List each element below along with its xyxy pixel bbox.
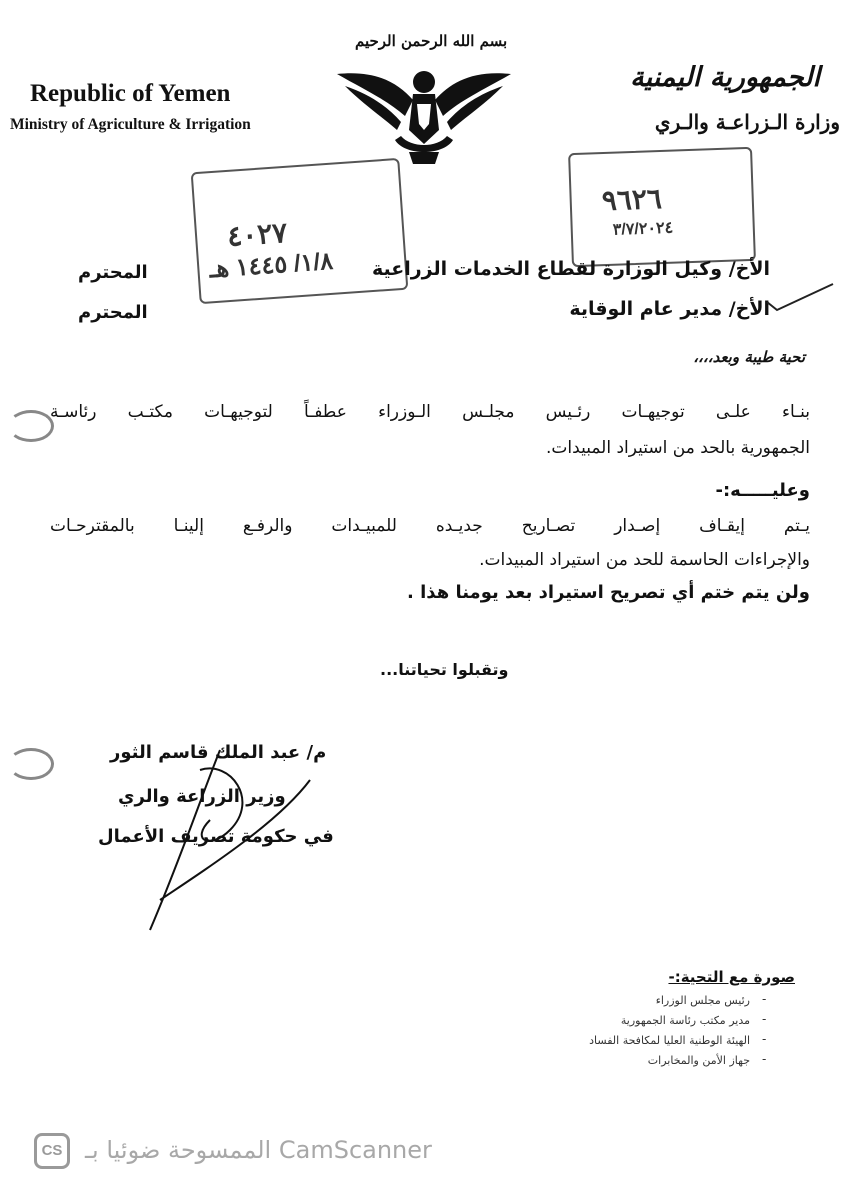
check-mark-icon	[765, 282, 835, 312]
directive-line-1: يـتم إيقـاف إصـدار تصـاريح جديـده للمبيـدات والرفـع إلينـا بالمقترحـات	[50, 516, 810, 536]
basmala: بسم الله الرحمن الرحيم	[355, 32, 508, 50]
stamp-date: ١/٨/ ١٤٤٥ هـ	[208, 247, 334, 284]
yemen-eagle-emblem-icon	[335, 60, 513, 170]
signatory-position: وزير الزراعة والري	[118, 786, 286, 807]
stamp-date: ٣/٧/٢٠٢٤	[612, 219, 674, 239]
recipient-2-honorific: المحترم	[78, 302, 148, 323]
signatory-government: في حكومة تصريف الأعمال	[98, 826, 334, 847]
greeting: تحية طيبة وبعد،،،،	[693, 348, 805, 366]
recipient-1-title: الأخ/ وكيل الوزارة لقطاع الخدمات الزراعية	[371, 258, 770, 280]
recipient-1-honorific: المحترم	[78, 262, 148, 283]
cc-item: مدير مكتب رئاسة الجمهورية	[620, 1014, 750, 1027]
english-country-name: Republic of Yemen	[30, 80, 231, 107]
handwritten-signature-icon	[140, 740, 320, 940]
body-line-1: بنـاء علـى توجيهـات رئـيس مجلـس الـوزراء عطفـاً لتوجيهـات مكتـب رئاسـة	[50, 402, 810, 422]
arabic-ministry-name: وزارة الـزراعـة والـري	[654, 110, 840, 134]
cc-item: رئيس مجلس الوزراء	[655, 994, 750, 1007]
english-ministry-name: Ministry of Agriculture & Irrigation	[10, 116, 251, 133]
stamp-number: ٤٠٢٧	[226, 216, 289, 253]
cc-bullet: -	[762, 1052, 767, 1066]
binder-ring-icon	[8, 410, 54, 442]
cc-bullet: -	[762, 1032, 767, 1046]
arabic-country-name: الجمهورية اليمنية	[630, 62, 820, 93]
signatory-name: م/ عبد الملك قاسم الثور	[110, 742, 327, 763]
recipient-2-title: الأخ/ مدير عام الوقاية	[569, 298, 770, 320]
cc-heading: صورة مع التحية:-	[668, 968, 795, 986]
cc-bullet: -	[762, 1012, 767, 1026]
incoming-stamp-right	[568, 147, 756, 267]
therefore-heading: وعليـــــه:-	[715, 480, 810, 501]
incoming-stamp-left	[191, 158, 409, 304]
binder-ring-icon	[8, 748, 54, 780]
body-line-2: الجمهورية بالحد من استيراد المبيدات.	[546, 438, 810, 458]
camscanner-logo-icon: CS	[34, 1133, 70, 1169]
directive-line-3: ولن يتم ختم أي تصريح استيراد بعد يومنا هذا .	[407, 582, 810, 603]
cc-bullet: -	[762, 992, 767, 1006]
cc-item: جهاز الأمن والمخابرات	[647, 1054, 750, 1067]
directive-line-2: والإجراءات الحاسمة للحد من استيراد المبيدات.	[479, 550, 810, 570]
cc-item: الهيئة الوطنية العليا لمكافحة الفساد	[589, 1034, 750, 1047]
stamp-number: ٩٦٢٦	[601, 183, 663, 217]
camscanner-watermark: الممسوحة ضوئيا بـ CamScanner	[85, 1136, 432, 1164]
closing-line: وتقبلوا تحياتنا...	[380, 660, 509, 679]
